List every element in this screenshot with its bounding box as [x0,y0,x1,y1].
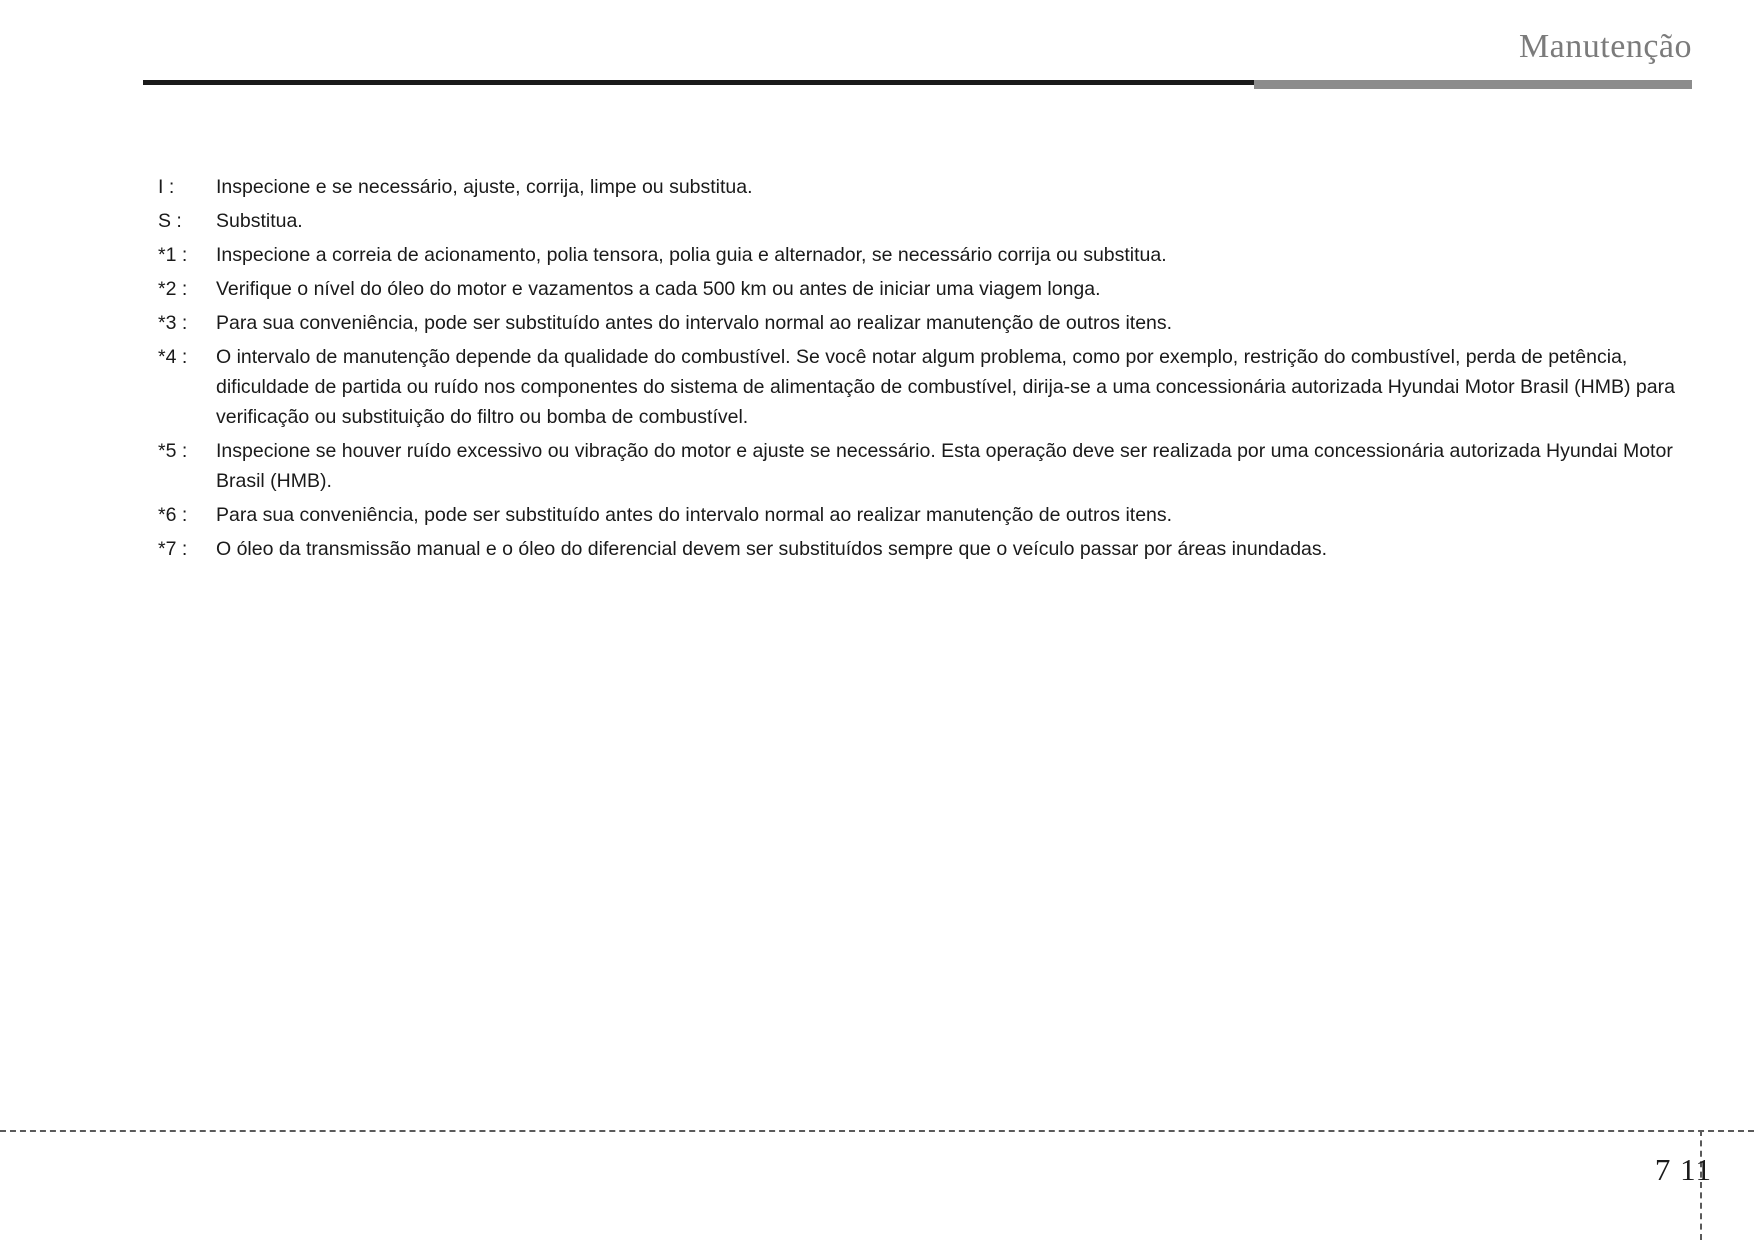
list-item [158,172,1696,202]
note-key: *3 : [158,312,188,334]
legend-notes-list [158,172,1696,568]
note-key: I : [158,176,175,198]
note-text: O intervalo de manutenção depende da qualidade do combustível. Se você notar algum problema, como por exemplo, restrição do combustível, perda de petência, dificuldade de partida ou ruído nos componentes do sistema de alimentação de combustível, dirija-se a uma concessionária autorizada Hyundai Motor Brasil (HMB) para verificação ou substituição do filtro ou bomba de combustível. [216,346,1675,428]
list-item [158,206,1696,236]
note-text: Substitua. [216,210,303,232]
note-text: Inspecione se houver ruído excessivo ou vibração do motor e ajuste se necessário. Esta operação deve ser realizada por uma concessionária autorizada Hyundai Motor Brasil (HMB). [216,440,1673,492]
note-key: *7 : [158,538,188,560]
note-key: *6 : [158,504,188,526]
note-key: *2 : [158,278,188,300]
note-key: *1 : [158,244,188,266]
footer-horizontal-dashed-rule [0,1130,1754,1132]
list-item [158,500,1696,530]
page-header [0,28,1754,98]
note-text: Inspecione a correia de acionamento, polia tensora, polia guia e alternador, se necessário corrija ou substitua. [216,244,1167,266]
note-text: Para sua conveniência, pode ser substituído antes do intervalo normal ao realizar manutenção de outros itens. [216,504,1173,526]
list-item [158,342,1696,432]
note-text: Para sua conveniência, pode ser substituído antes do intervalo normal ao realizar manutenção de outros itens. [216,312,1173,334]
page-number: 7 11 [1654,1152,1712,1187]
list-item [158,274,1696,304]
list-item [158,240,1696,270]
list-item [158,436,1696,496]
note-key: *5 : [158,440,188,462]
header-rule-grey [1254,80,1692,89]
page-title: Manutenção [1518,28,1692,65]
note-key: *4 : [158,346,188,368]
note-key: S : [158,210,182,232]
note-text: Verifique o nível do óleo do motor e vazamentos a cada 500 km ou antes de iniciar uma viagem longa. [216,278,1101,300]
note-text: Inspecione e se necessário, ajuste, corrija, limpe ou substitua. [216,176,753,198]
list-item [158,534,1696,564]
list-item [158,308,1696,338]
note-text: O óleo da transmissão manual e o óleo do diferencial devem ser substituídos sempre que o veículo passar por áreas inundadas. [216,538,1328,560]
